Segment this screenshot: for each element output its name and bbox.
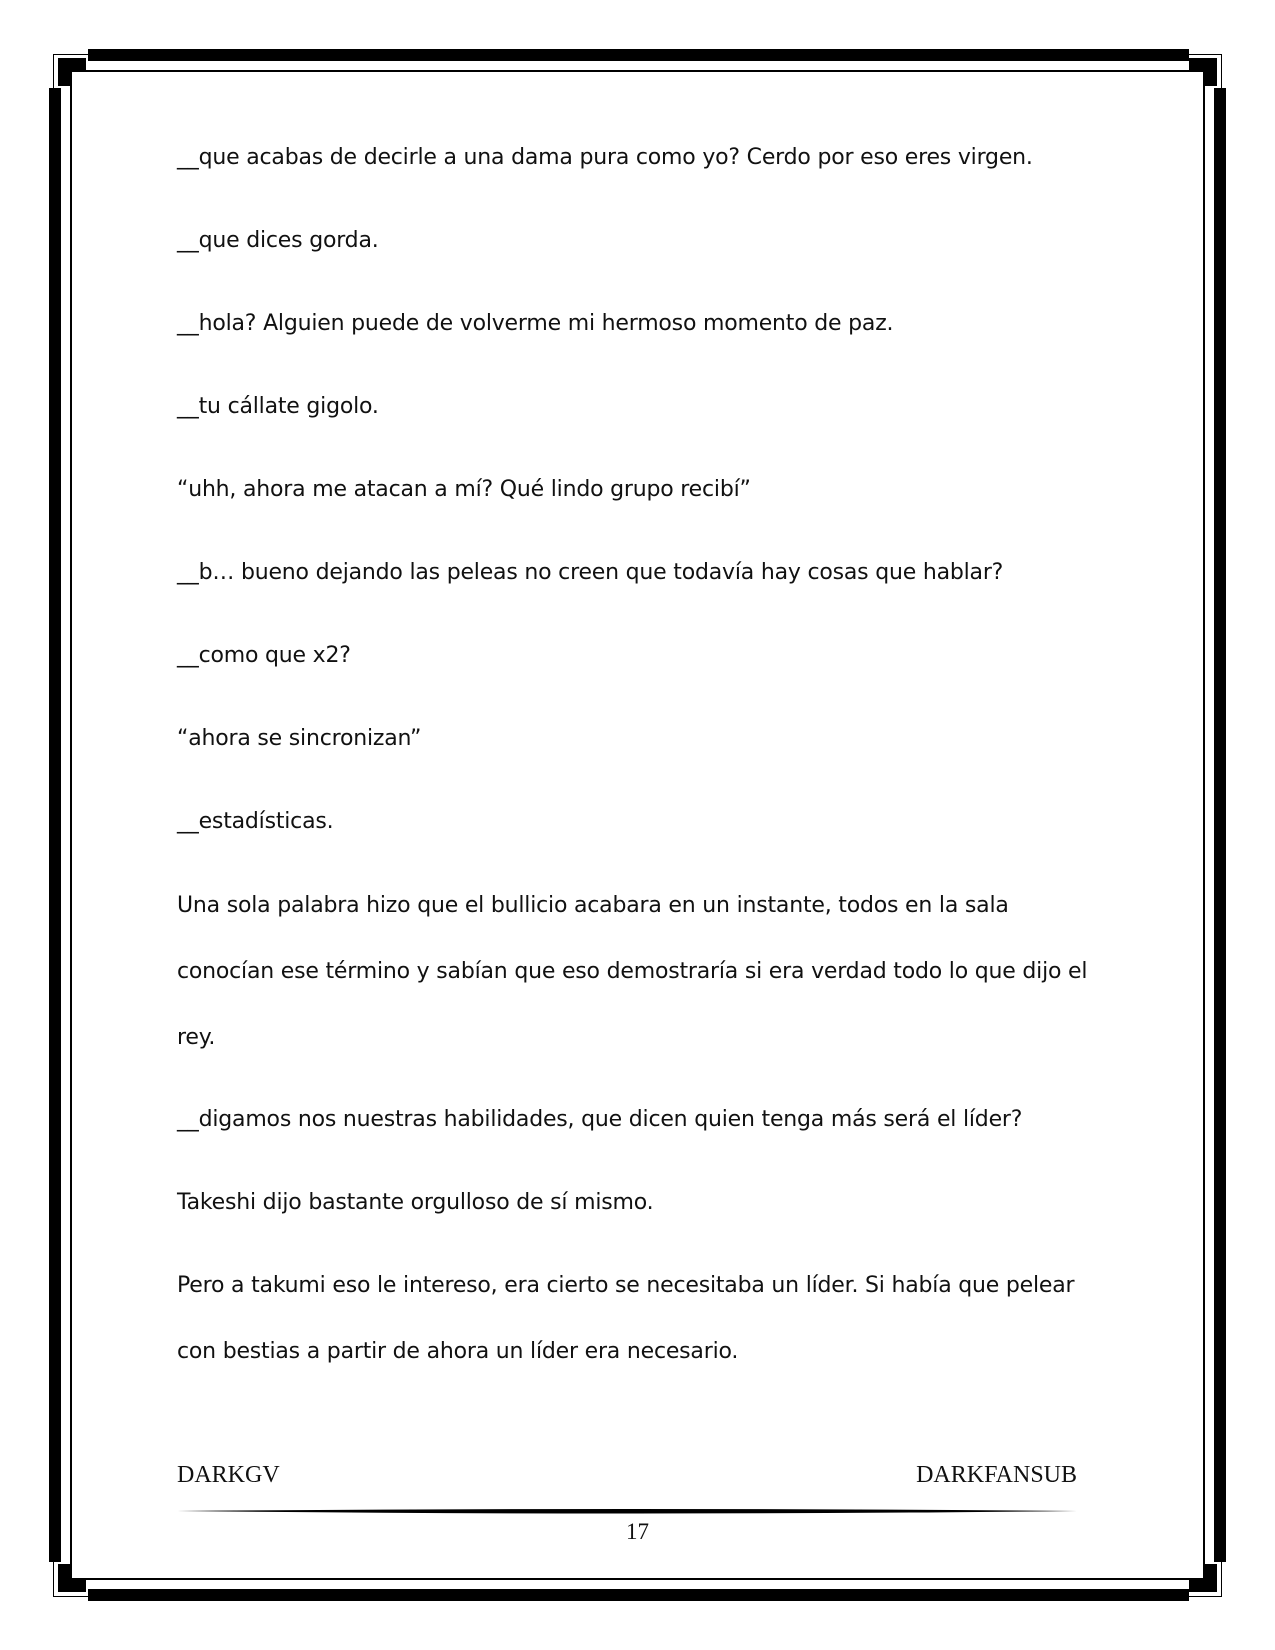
- border-top: [88, 49, 1189, 61]
- corner-top-right-h: [1189, 58, 1217, 72]
- footer-group: DARKFANSUB: [916, 1462, 1077, 1488]
- paragraph: Takeshi dijo bastante orgulloso de sí mismo.: [177, 1190, 654, 1215]
- border-outer-bottom: [53, 1596, 1222, 1597]
- paragraph: __que acabas de decirle a una dama pura como yo? Cerdo por eso eres virgen.: [177, 145, 1033, 170]
- paragraph: Una sola palabra hizo que el bullicio acabara en un instante, todos en la sala conocían ese término y sabían que eso demostraría si era verdad todo lo que dijo el rey.: [177, 893, 1088, 1050]
- border-inner-left: [70, 70, 72, 1580]
- footer-author: DARKGV: [177, 1462, 280, 1488]
- paragraph: “uhh, ahora me atacan a mí? Qué lindo grupo recibí”: [177, 477, 751, 502]
- border-inner-right: [1203, 70, 1205, 1580]
- corner-bottom-right-h: [1189, 1578, 1217, 1592]
- paragraph: __tu cállate gigolo.: [177, 394, 379, 419]
- border-inner-top: [70, 70, 1205, 72]
- paragraph: __como que x2?: [177, 643, 351, 668]
- border-left: [49, 88, 61, 1562]
- border-outer-left: [53, 54, 54, 1597]
- corner-top-left-h: [58, 58, 86, 72]
- border-bottom: [88, 1589, 1189, 1601]
- border-inner-bottom: [70, 1578, 1205, 1580]
- corner-bottom-left-h: [58, 1578, 86, 1592]
- page-number: 17: [626, 1519, 649, 1544]
- paragraph: __hola? Alguien puede de volverme mi hermoso momento de paz.: [177, 311, 894, 336]
- paragraph: __que dices gorda.: [177, 228, 379, 253]
- paragraph: Pero a takumi eso le intereso, era cierto se necesitaba un líder. Si había que pelear con bestias a partir de ahora un líder era necesario.: [177, 1273, 1075, 1364]
- paragraph: __digamos nos nuestras habilidades, que dicen quien tenga más será el líder?: [177, 1107, 1023, 1132]
- border-right: [1214, 88, 1226, 1562]
- footer-rule: [177, 1506, 1077, 1516]
- paragraph: __b… bueno dejando las peleas no creen que todavía hay cosas que hablar?: [177, 560, 1004, 585]
- border-outer-right: [1221, 54, 1222, 1597]
- paragraph: “ahora se sincronizan”: [177, 726, 422, 751]
- paragraph: __estadísticas.: [177, 809, 334, 834]
- border-outer-top: [53, 54, 1222, 55]
